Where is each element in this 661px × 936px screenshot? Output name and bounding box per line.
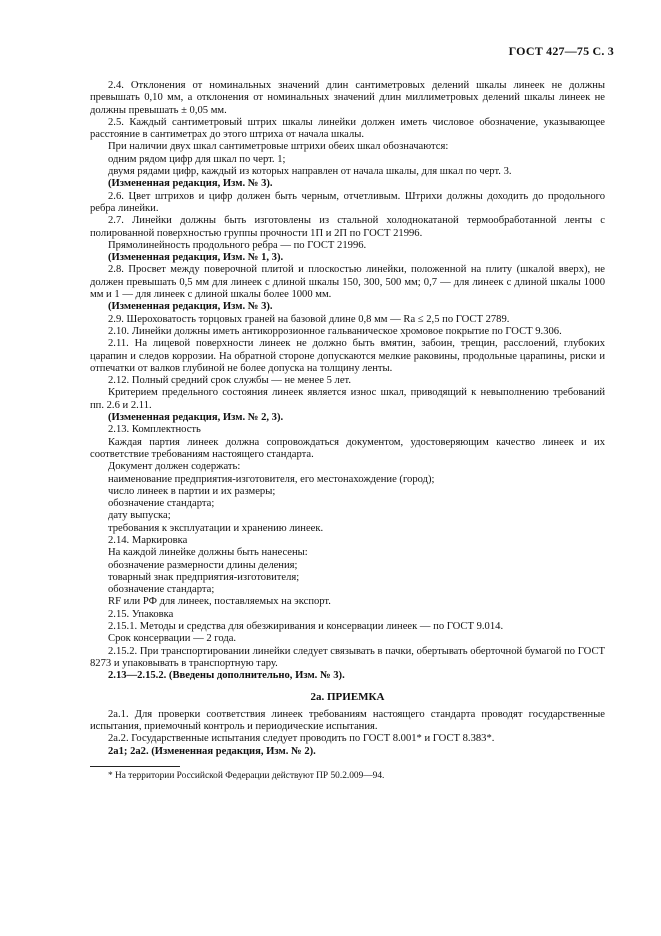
list-item: одним рядом цифр для шкал по черт. 1; — [108, 153, 286, 165]
paragraph-batch-document: Каждая партия линеек должна сопровождаться документом, удостоверяющим качество линеек и их соответствие требованиям настоящего стандарта. — [90, 436, 605, 460]
paragraph-preservation-term: Срок консервации — 2 года. — [108, 633, 237, 645]
paragraph-2-7: 2.7. Линейки должны быть изготовлены из стальной холоднокатаной термообработанной ленты с полированной поверхностью группы прочности 1П и 2П по ГОСТ 21996. — [90, 215, 605, 239]
heading-packaging: 2.15. Упаковка — [108, 608, 174, 620]
paragraph-2-8: 2.8. Просвет между поверочной плитой и плоскостью линейки, положенной на плиту (шкалой вверх), не должен превышать 0,5 мм для линеек с длиной шкалы 150, 300, 500 мм; 0,7 — для линеек с длиной шкалы 1000 мм и 1 — для линеек с длиной шкалы более 1000 мм. — [90, 264, 605, 301]
paragraph-2-10: 2.10. Линейки должны иметь антикоррозионное гальваническое хромовое покрытие по ГОСТ 9.306. — [108, 325, 562, 337]
list-item: обозначение стандарта; — [108, 584, 215, 596]
list-item: RF или РФ для линеек, поставляемых на экспорт. — [108, 596, 331, 608]
list-item: обозначение размерности длины деления; — [108, 559, 298, 571]
paragraph-2-15-2: 2.15.2. При транспортировании линейки следует связывать в пачки, обертывать оберточной бумагой по ГОСТ 8273 и упаковывать в транспортную тару. — [90, 645, 605, 669]
paragraph-criterion: Критерием предельного состояния линеек является износ шкал, приводящий к невыполнению требований пп. 2.6 и 2.11. — [90, 387, 605, 411]
paragraph-2-4: 2.4. Отклонения от номинальных значений длин сантиметровых делений шкалы линеек не должны превышать 0,10 мм, а отклонения от номинальных значений длин миллиметровых делений шкалы линеек не должны превышать ± 0,05 мм. — [90, 80, 605, 116]
paragraph-2-9: 2.9. Шероховатость торцовых граней на базовой длине 0,8 мм — Ra ≤ 2,5 по ГОСТ 2789. — [108, 313, 510, 325]
paragraph-marking-intro: На каждой линейке должны быть нанесены: — [108, 547, 308, 559]
page-header: ГОСТ 427—75 С. 3 — [508, 44, 614, 58]
amendment-note: 2а1; 2а2. (Измененная редакция, Изм. № 2). — [108, 745, 316, 757]
list-item: требования к эксплуатации и хранению линеек. — [108, 522, 324, 534]
paragraph-2-6: 2.6. Цвет штрихов и цифр должен быть черным, отчетливым. Штрихи должны доходить до продольного ребра линейки. — [90, 190, 605, 214]
paragraph-2a-2: 2а.2. Государственные испытания следует проводить по ГОСТ 8.001* и ГОСТ 8.383*. — [108, 733, 495, 745]
amendment-note: (Измененная редакция, Изм. № 1, 3). — [108, 252, 284, 264]
amendment-note: (Измененная редакция, Изм. № 2, 3). — [108, 412, 284, 424]
footnote-divider — [90, 766, 180, 767]
paragraph-straightness: Прямолинейность продольного ребра — по ГОСТ 21996. — [108, 239, 367, 251]
list-item: двумя рядами цифр, каждый из которых направлен от начала шкалы, для шкал по черт. 3. — [108, 166, 512, 178]
heading-marking: 2.14. Маркировка — [108, 534, 188, 546]
paragraph-2-15-1: 2.15.1. Методы и средства для обезжиривания и консервации линеек — по ГОСТ 9.014. — [108, 621, 504, 633]
list-item: наименование предприятия-изготовителя, его местонахождение (город); — [108, 473, 435, 485]
paragraph-document-contents: Документ должен содержать: — [108, 461, 241, 473]
paragraph-two-scales: При наличии двух шкал сантиметровые штрихи обеих шкал обозначаются: — [108, 141, 449, 153]
amendment-note: (Измененная редакция, Изм. № 3). — [108, 301, 273, 313]
list-item: дату выпуска; — [108, 510, 171, 522]
list-item: число линеек в партии и их размеры; — [108, 485, 276, 497]
paragraph-2-5: 2.5. Каждый сантиметровый штрих шкалы линейки должен иметь числовое обозначение, указывающее расстояние в сантиметрах до этого штриха от начала шкалы. — [90, 116, 605, 141]
list-item: обозначение стандарта; — [108, 498, 215, 510]
paragraph-2a-1: 2а.1. Для проверки соответствия линеек требованиям настоящего стандарта проводят государственные испытания, приемочный контроль и периодические испытания. — [90, 708, 605, 733]
amendment-note: (Измененная редакция, Изм. № 3). — [108, 178, 273, 190]
section-title: 2а. ПРИЕМКА — [310, 690, 385, 703]
heading-completeness: 2.13. Комплектность — [108, 424, 201, 436]
paragraph-2-12: 2.12. Полный средний срок службы — не менее 5 лет. — [108, 375, 352, 387]
footnote: * На территории Российской Федерации действуют ПР 50.2.009—94. — [108, 771, 385, 782]
paragraph-2-11: 2.11. На лицевой поверхности линеек не должно быть вмятин, забоин, трещин, расслоений, глубоких царапин и следов коррозии. На обратной стороне допускаются мелкие раковины, продольные царапины, риски и отпечатки от валков глубиной не более допуска на толщину ленты. — [90, 338, 605, 374]
document-body — [90, 80, 605, 782]
amendment-note: 2.13—2.15.2. (Введены дополнительно, Изм. № 3). — [108, 670, 345, 682]
list-item: товарный знак предприятия-изготовителя; — [108, 571, 300, 583]
